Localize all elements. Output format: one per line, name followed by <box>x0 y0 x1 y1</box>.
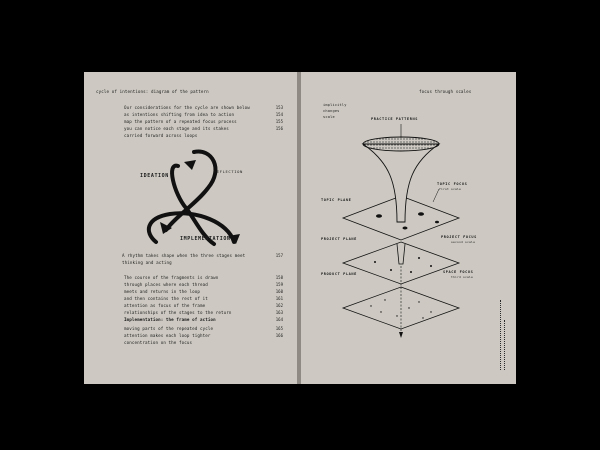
text-line: thinking and acting <box>122 260 172 265</box>
project-focus-sub: second scale <box>451 240 476 244</box>
text-line: A rhythm takes shape when the three stages meet 157 <box>122 253 283 258</box>
product-plane-label: PRODUCT PLANE <box>321 272 357 276</box>
text-line: through places where each thread 159 <box>124 282 283 287</box>
ideation-label: IDEATION <box>140 173 169 179</box>
topic-plane-label: TOPIC PLANE <box>321 198 352 202</box>
page-edge-dots <box>504 320 506 370</box>
topic-focus-sub: first scale <box>439 187 462 191</box>
space-focus-label: SPACE FOCUS <box>443 270 474 274</box>
text-line: concentration on the focus <box>124 340 193 345</box>
text-line: The course of the fragments is drawn 158 <box>124 275 283 280</box>
topic-focus-label: TOPIC FOCUS <box>437 182 468 186</box>
funnel-stem <box>397 244 405 264</box>
page-edge-dots <box>500 300 502 370</box>
left-page-header: cycle of intentions: diagram of the pattern <box>96 89 209 94</box>
project-focus-label: PROJECT FOCUS <box>441 235 477 239</box>
right-page <box>301 72 516 384</box>
text-line: carried forward across loops <box>124 133 198 138</box>
text-line: map the pattern of a repeated focus process 155 <box>124 119 283 124</box>
side-note-line: scale <box>323 115 335 119</box>
text-line: Our considerations for the cycle are shown below 153 <box>124 105 283 110</box>
text-line: attention makes each loop tighter 166 <box>124 333 283 338</box>
funnel-body <box>363 144 439 222</box>
left-page <box>84 72 297 384</box>
text-line: Implementation: the frame of action 164 <box>124 317 283 322</box>
reflection-label: REFLECTION <box>214 169 243 174</box>
axis-arrowhead <box>399 332 403 338</box>
text-line: moving parts of the repeated cycle 165 <box>124 326 283 331</box>
implementation-label: IMPLEMENTATION <box>180 236 231 242</box>
side-note-line: changes <box>323 109 340 113</box>
text-line: you can notice each stage and its stakes 156 <box>124 126 283 131</box>
funnel-mouth <box>363 137 439 151</box>
project-plane-label: PROJECT PLANE <box>321 237 357 241</box>
text-line: relationships of the stages to the return 163 <box>124 310 283 315</box>
space-focus-sub: third scale <box>451 275 474 279</box>
text-line: meets and returns in the loop 160 <box>124 289 283 294</box>
cycle-arrowhead <box>184 160 196 170</box>
right-page-header: focus through scales <box>419 89 472 94</box>
text-line: and then contains the rest of it 161 <box>124 296 283 301</box>
funnel-top-label: PRACTICE PATTERNS <box>371 117 418 121</box>
side-note-line: implicitly <box>323 103 347 107</box>
text-line: as intentions shifting from idea to action 154 <box>124 112 283 117</box>
text-line: attention as focus of the frame 162 <box>124 303 283 308</box>
